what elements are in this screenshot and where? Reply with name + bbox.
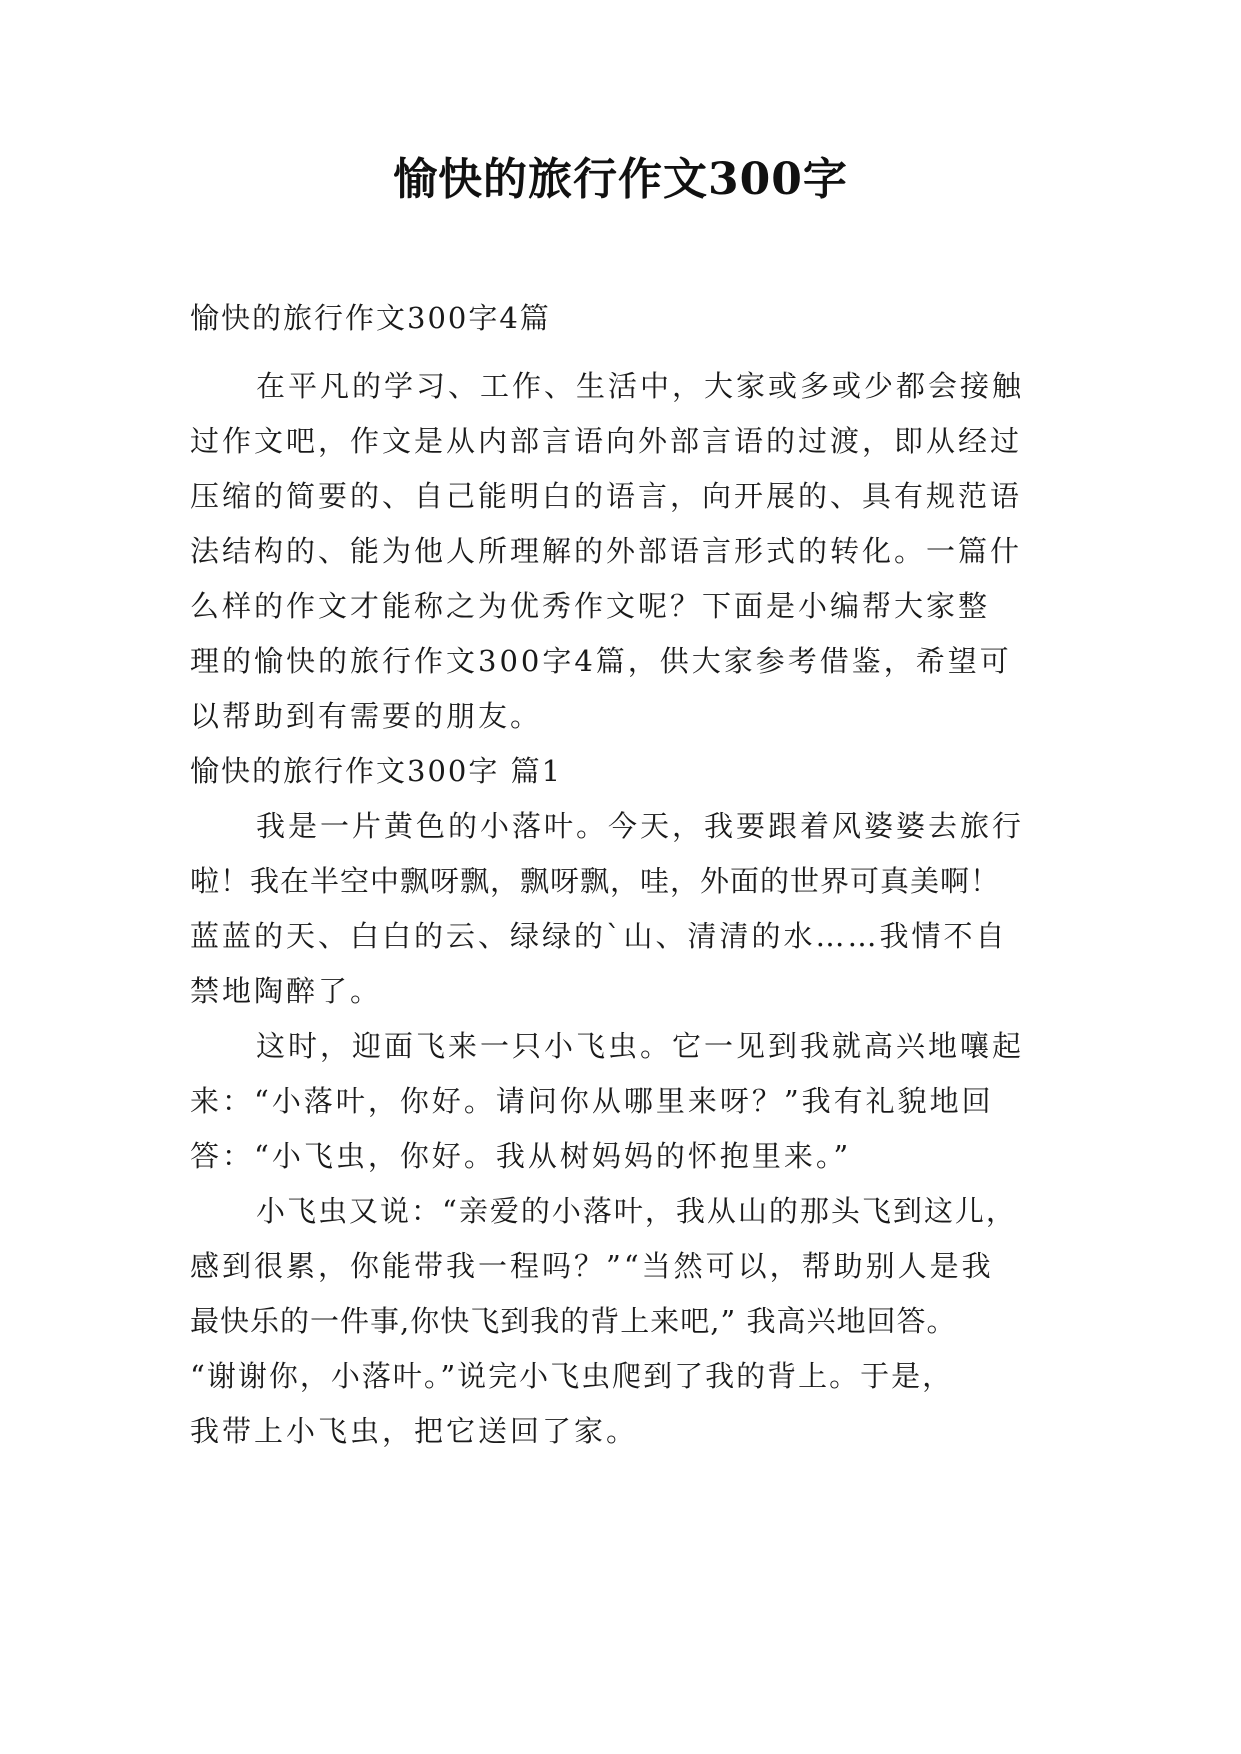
paragraph-line: 小飞虫又说：“亲爱的小落叶，我从山的那头飞到这儿， (256, 1194, 1017, 1228)
paragraph-line: 我是一片黄色的小落叶。今天，我要跟着风婆婆去旅行 (256, 809, 1025, 843)
paragraph-line: 以帮助到有需要的朋友。 (190, 699, 543, 733)
page-title: 愉快的旅行作文300字 (393, 154, 848, 205)
paragraph-line: 这时，迎面飞来一只小飞虫。它一见到我就高兴地嚷起 (256, 1029, 1025, 1063)
paragraph-line: “谢谢你，小落叶。”说完小飞虫爬到了我的背上。于是， (190, 1359, 954, 1393)
paragraph-line: 最快乐的一件事,你快飞到我的背上来吧,” 我高兴地回答。 (190, 1304, 957, 1338)
paragraph-line: 啦！我在半空中飘呀飘，飘呀飘，哇，外面的世界可真美啊！ (190, 864, 1001, 898)
paragraph-line: 蓝蓝的天、白白的云、绿绿的`山、清清的水……我情不自 (190, 919, 1008, 953)
paragraph-line: 来：“小落叶，你好。请问你从哪里来呀？”我有礼貌地回 (190, 1084, 994, 1118)
paragraph-line: 禁地陶醉了。 (190, 974, 383, 1008)
paragraph-line: 理的愉快的旅行作文300字4篇，供大家参考借鉴，希望可 (190, 644, 1012, 678)
paragraph-line: 过作文吧，作文是从内部言语向外部言语的过渡，即从经过 (190, 424, 1023, 458)
paragraph-line: 么样的作文才能称之为优秀作文呢？下面是小编帮大家整 (190, 589, 991, 623)
paragraph-line: 在平凡的学习、工作、生活中，大家或多或少都会接触 (256, 369, 1025, 403)
paragraph-line: 压缩的简要的、自己能明白的语言，向开展的、具有规范语 (190, 479, 1023, 513)
subtitle: 愉快的旅行作文300字4篇 (190, 301, 551, 335)
paragraph-line: 感到很累，你能带我一程吗？”“当然可以，帮助别人是我 (190, 1249, 994, 1283)
paragraph-line: 答：“小飞虫，你好。我从树妈妈的怀抱里来。” (190, 1139, 852, 1173)
paragraph-line: 法结构的、能为他人所理解的外部语言形式的转化。一篇什 (190, 534, 1023, 568)
section-heading: 愉快的旅行作文300字 篇1 (190, 754, 563, 788)
paragraph-line: 我带上小飞虫，把它送回了家。 (190, 1414, 639, 1448)
